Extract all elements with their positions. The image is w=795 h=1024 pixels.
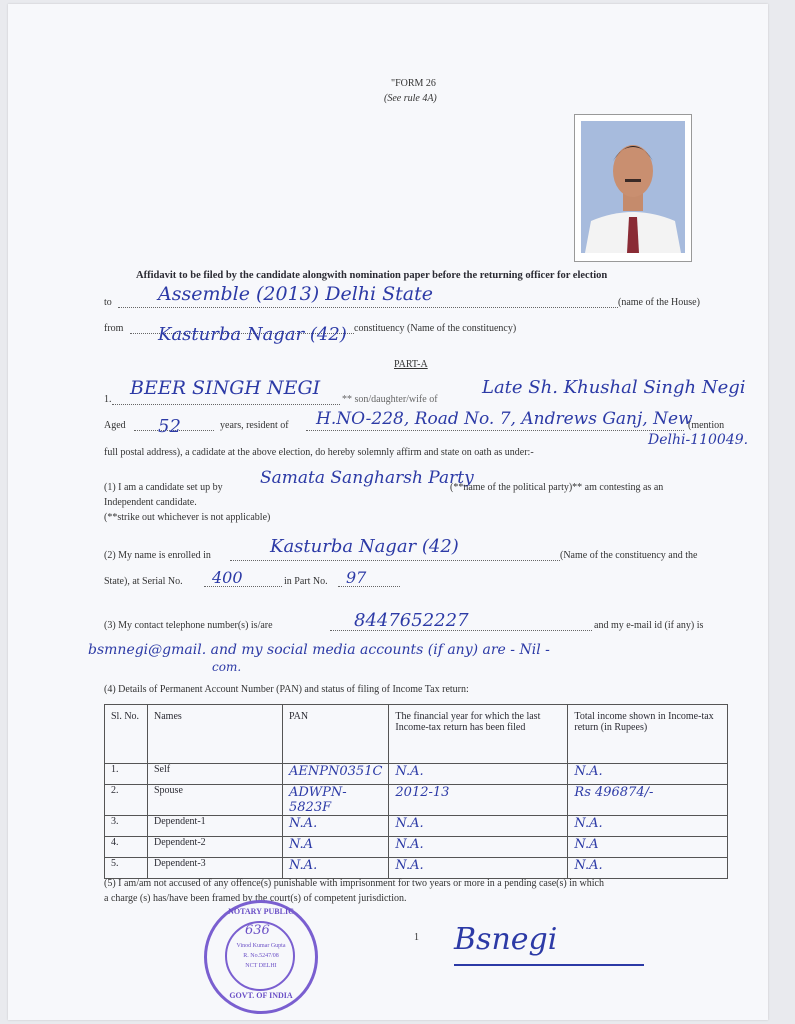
notary-stamp xyxy=(204,900,318,1014)
row-year: N.A. xyxy=(389,764,568,785)
para2-dotline xyxy=(230,560,560,561)
enrolled-constituency: Kasturba Nagar (42) xyxy=(270,536,459,557)
email-suffix: com. xyxy=(212,660,242,674)
row-income: N.A xyxy=(568,837,728,858)
table-header-row xyxy=(105,705,728,764)
stamp-bottom: GOVT. OF INDIA xyxy=(229,991,293,1000)
affidavit-heading: Affidavit to be filed by the candidate alongwith nomination paper before the returning officer for election xyxy=(136,270,608,281)
para1-suffix: (**name of the political party)** am contesting as an xyxy=(450,482,664,493)
para2-suffix: (Name of the constituency and the xyxy=(560,550,698,561)
candidate-address: H.NO-228, Road No. 7, Andrews Ganj, New xyxy=(316,409,693,429)
affidavit-page xyxy=(8,4,768,1020)
row-pan: ADWPN-5823F xyxy=(283,785,389,816)
candidate-name: BEER SINGH NEGI xyxy=(130,377,321,399)
para5-line1: (5) I am/am not accused of any offence(s) punishable with imprisonment for two years or more in a pending case(s) in which xyxy=(104,878,604,889)
para5-line2: a charge (s) has/have been framed by the court(s) of competent jurisdiction. xyxy=(104,893,407,904)
aged-label: Aged xyxy=(104,420,126,431)
row-sl: 2. xyxy=(105,785,148,816)
candidate-age: 52 xyxy=(158,416,181,437)
row-income: Rs 496874/- xyxy=(568,785,728,816)
para4-title: (4) Details of Permanent Account Number (PAN) and status of filing of Income Tax return: xyxy=(104,684,469,695)
constituency-value: Kasturba Nagar (42) xyxy=(158,324,347,345)
form-number: "FORM 26 xyxy=(391,78,436,89)
row-name: Spouse xyxy=(148,785,283,816)
row-sl: 5. xyxy=(105,858,148,879)
stamp-reg: R. No.5247/08 xyxy=(243,953,279,959)
para1-prefix: (1) I am a candidate set up by xyxy=(104,482,223,493)
name-dotline xyxy=(112,404,340,405)
portrait-icon xyxy=(581,121,685,253)
serial-label: State), at Serial No. xyxy=(104,576,183,587)
header-sl: Sl. No. xyxy=(105,705,148,764)
table-row xyxy=(105,785,728,816)
para-1-number: 1. xyxy=(104,394,112,405)
phone-number: 8447652227 xyxy=(354,610,469,631)
oath-text: full postal address), a cadidate at the above election, do hereby solemnly affirm and state on oath as under:- xyxy=(104,447,534,458)
serial-number: 400 xyxy=(212,568,243,587)
para3-prefix: (3) My contact telephone number(s) is/are xyxy=(104,620,273,631)
row-name: Dependent-1 xyxy=(148,816,283,837)
row-year: N.A. xyxy=(389,858,568,879)
row-year: N.A. xyxy=(389,837,568,858)
part-heading: PART-A xyxy=(394,359,428,370)
page-number: 1 xyxy=(414,932,419,943)
to-label: to xyxy=(104,297,112,308)
candidate-address-line2: Delhi-110049. xyxy=(648,432,749,448)
stamp-number: 636 xyxy=(245,923,270,938)
row-pan: N.A xyxy=(283,837,389,858)
header-names: Names xyxy=(148,705,283,764)
row-year: 2012-13 xyxy=(389,785,568,816)
row-name: Dependent-3 xyxy=(148,858,283,879)
row-income: N.A. xyxy=(568,816,728,837)
para1-line3: (**strike out whichever is not applicable) xyxy=(104,512,271,523)
email-social: bsmnegi@gmail. and my social media accounts (if any) are - Nil - xyxy=(88,642,550,658)
row-pan: AENPN0351C xyxy=(283,764,389,785)
row-name: Dependent-2 xyxy=(148,837,283,858)
para2-prefix: (2) My name is enrolled in xyxy=(104,550,211,561)
header-pan: PAN xyxy=(283,705,389,764)
row-pan: N.A. xyxy=(283,858,389,879)
row-name: Self xyxy=(148,764,283,785)
resident-label: years, resident of xyxy=(220,420,289,431)
party-name: Samata Sangharsh Party xyxy=(260,468,474,488)
stamp-name: Vinod Kumar Gupta xyxy=(236,943,286,949)
constituency-suffix: constituency (Name of the constituency) xyxy=(354,323,517,334)
candidate-photo xyxy=(574,114,692,262)
part-number: 97 xyxy=(346,568,367,587)
table-row xyxy=(105,858,728,879)
signature: Bsnegi xyxy=(454,922,558,957)
house-dotline xyxy=(118,307,618,308)
table-row xyxy=(105,764,728,785)
para3-suffix: and my e-mail id (if any) is xyxy=(594,620,704,631)
stamp-place: NCT DELHI xyxy=(245,963,277,969)
row-sl: 1. xyxy=(105,764,148,785)
house-value: Assemble (2013) Delhi State xyxy=(158,283,433,305)
from-label: from xyxy=(104,323,124,334)
row-sl: 4. xyxy=(105,837,148,858)
form-rule: (See rule 4A) xyxy=(384,93,437,104)
father-name: Late Sh. Khushal Singh Negi xyxy=(482,377,746,398)
mention-label: (mention xyxy=(688,420,725,431)
para1-line2: Independent candidate. xyxy=(104,497,197,508)
table-row xyxy=(105,816,728,837)
row-sl: 3. xyxy=(105,816,148,837)
row-income: N.A. xyxy=(568,764,728,785)
row-year: N.A. xyxy=(389,816,568,837)
header-income: Total income shown in Income-tax return (in Rupees) xyxy=(568,705,728,764)
table-row xyxy=(105,837,728,858)
signature-underline xyxy=(454,964,644,966)
stamp-top: NOTARY PUBLIC xyxy=(228,907,294,916)
house-suffix: (name of the House) xyxy=(618,297,700,308)
row-pan: N.A. xyxy=(283,816,389,837)
header-year: The financial year for which the last Income-tax return has been filed xyxy=(389,705,568,764)
pan-table xyxy=(104,704,728,879)
address-dotline xyxy=(306,430,684,431)
relation-label: ** son/daughter/wife of xyxy=(342,394,438,405)
part-label: in Part No. xyxy=(284,576,328,587)
row-income: N.A. xyxy=(568,858,728,879)
